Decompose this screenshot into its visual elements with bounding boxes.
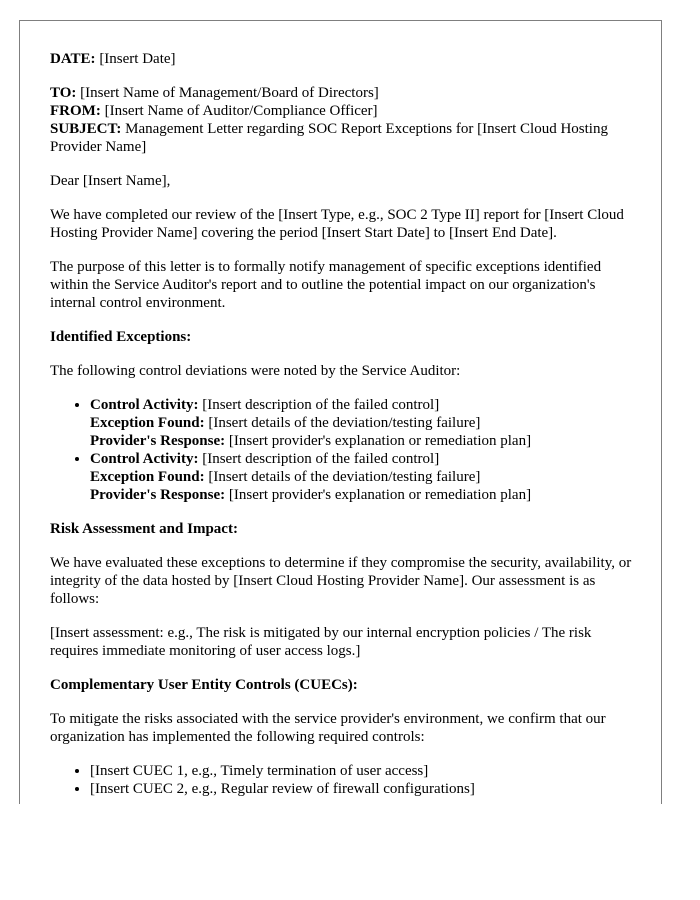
exception-found-value: [Insert details of the deviation/testing failure]: [208, 415, 481, 431]
salutation: Dear [Insert Name],: [50, 173, 171, 189]
to-label: TO:: [50, 85, 77, 101]
exceptions-intro: The following control deviations were noted by the Service Auditor:: [50, 363, 461, 379]
exceptions-heading-text: Identified Exceptions:: [50, 329, 192, 345]
exception-item: [90, 396, 640, 450]
to-value: [Insert Name of Management/Board of Directors]: [80, 85, 379, 101]
exception-found-label: Exception Found:: [90, 415, 205, 431]
cuec-heading-text: Complementary User Entity Controls (CUECs):: [50, 677, 358, 693]
subject-value: Management Letter regarding SOC Report Exceptions for [Insert Cloud Hosting Provider Name]: [50, 121, 608, 155]
exceptions-heading: [50, 328, 640, 346]
provider-response-value: [Insert provider's explanation or remediation plan]: [228, 433, 532, 449]
from-value: [Insert Name of Auditor/Compliance Officer]: [104, 103, 378, 119]
risk-paragraph: We have evaluated these exceptions to determine if they compromise the security, availability, or integrity of the data hosted by [Insert Cloud Hosting Provider Name]. Our assessment is as follows:: [50, 555, 632, 607]
letter-content: [50, 50, 640, 798]
from-line: [50, 102, 640, 120]
control-activity-line: [90, 396, 640, 414]
subject-label: SUBJECT:: [50, 121, 122, 137]
date-label: DATE:: [50, 51, 96, 67]
control-activity-label: Control Activity:: [90, 451, 199, 467]
provider-response-line: [90, 486, 640, 504]
control-activity-label: Control Activity:: [90, 397, 199, 413]
provider-response-label: Provider's Response:: [90, 433, 226, 449]
cuec-list: [50, 762, 640, 798]
exception-found-line: [90, 468, 640, 486]
intro-paragraph: We have completed our review of the [Insert Type, e.g., SOC 2 Type II] report for [Insert Cloud Hosting Provider Name] covering the period [Insert Start Date] to [Insert End Date].: [50, 207, 624, 241]
exception-item: [90, 450, 640, 504]
exception-found-label: Exception Found:: [90, 469, 205, 485]
control-activity-value: [Insert description of the failed control]: [202, 397, 440, 413]
control-activity-line: [90, 450, 640, 468]
provider-response-value: [Insert provider's explanation or remediation plan]: [228, 487, 532, 503]
letter-page: [19, 20, 662, 804]
cuec-paragraph: To mitigate the risks associated with the service provider's environment, we confirm that our organization has implemented the following required controls:: [50, 711, 606, 745]
purpose-paragraph: The purpose of this letter is to formally notify management of specific exceptions identified within the Service Auditor's report and to outline the potential impact on our organization's internal control environment.: [50, 259, 602, 311]
risk-heading: [50, 520, 640, 538]
memo-header: [50, 84, 640, 156]
to-line: [50, 84, 640, 102]
cuec-item: • [Insert CUEC 2, e.g., Regular review of firewall configurations]: [90, 780, 640, 798]
cuec-heading: [50, 676, 640, 694]
exception-found-value: [Insert details of the deviation/testing failure]: [208, 469, 481, 485]
exception-found-line: [90, 414, 640, 432]
date-line: [50, 50, 640, 68]
exceptions-list: [50, 396, 640, 504]
control-activity-value: [Insert description of the failed control]: [202, 451, 440, 467]
from-label: FROM:: [50, 103, 101, 119]
provider-response-label: Provider's Response:: [90, 487, 226, 503]
risk-heading-text: Risk Assessment and Impact:: [50, 521, 238, 537]
cuec-item: • [Insert CUEC 1, e.g., Timely termination of user access]: [90, 762, 640, 780]
provider-response-line: [90, 432, 640, 450]
date-value: [Insert Date]: [99, 51, 176, 67]
risk-assessment: [Insert assessment: e.g., The risk is mitigated by our internal encryption policies / The risk requires immediate monitoring of user access logs.]: [50, 625, 592, 659]
subject-line: [50, 120, 640, 156]
